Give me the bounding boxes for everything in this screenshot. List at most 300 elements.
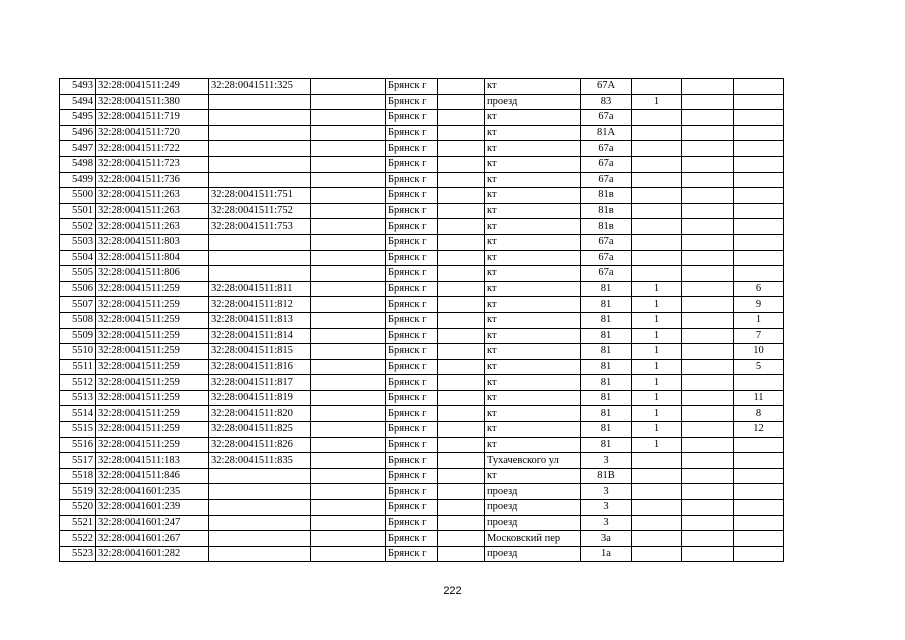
- cadastral-number-cell: 32:28:0041511:259: [96, 422, 209, 438]
- empty-cell: [438, 156, 485, 172]
- street-cell: кт: [485, 141, 581, 157]
- empty-cell: [682, 234, 734, 250]
- empty-cell: [438, 172, 485, 188]
- empty-cell: [438, 375, 485, 391]
- table-row: [60, 79, 784, 95]
- empty-cell: [438, 188, 485, 204]
- building-cell: [632, 500, 682, 516]
- building-cell: [632, 156, 682, 172]
- empty-cell: [438, 422, 485, 438]
- row-number-cell: 5514: [60, 406, 96, 422]
- house-number-cell: 83: [581, 94, 632, 110]
- empty-cell: [682, 266, 734, 282]
- building-cell: 1: [632, 359, 682, 375]
- house-number-cell: 81: [581, 390, 632, 406]
- row-number-cell: 5500: [60, 188, 96, 204]
- house-number-cell: 67а: [581, 234, 632, 250]
- apartment-cell: [734, 531, 784, 547]
- empty-cell: [438, 359, 485, 375]
- row-number-cell: 5522: [60, 531, 96, 547]
- related-cadastral-number-cell: 32:28:0041511:825: [209, 422, 311, 438]
- cadastral-number-cell: 32:28:0041511:263: [96, 188, 209, 204]
- empty-cell: [438, 328, 485, 344]
- city-cell: Брянск г: [386, 156, 438, 172]
- related-cadastral-number-cell: 32:28:0041511:817: [209, 375, 311, 391]
- table-row: [60, 250, 784, 266]
- building-cell: 1: [632, 312, 682, 328]
- street-cell: кт: [485, 156, 581, 172]
- empty-cell: [682, 515, 734, 531]
- related-cadastral-number-cell: 32:28:0041511:814: [209, 328, 311, 344]
- empty-cell: [438, 390, 485, 406]
- city-cell: Брянск г: [386, 422, 438, 438]
- apartment-cell: [734, 141, 784, 157]
- empty-cell: [311, 453, 386, 469]
- city-cell: Брянск г: [386, 266, 438, 282]
- cadastral-number-cell: 32:28:0041511:736: [96, 172, 209, 188]
- empty-cell: [438, 203, 485, 219]
- cadastral-number-cell: 32:28:0041511:722: [96, 141, 209, 157]
- house-number-cell: 81: [581, 437, 632, 453]
- cadastral-number-cell: 32:28:0041511:263: [96, 203, 209, 219]
- empty-cell: [311, 234, 386, 250]
- property-register-table: [59, 78, 784, 562]
- street-cell: кт: [485, 406, 581, 422]
- house-number-cell: 81в: [581, 219, 632, 235]
- cadastral-number-cell: 32:28:0041511:259: [96, 359, 209, 375]
- empty-cell: [311, 110, 386, 126]
- empty-cell: [682, 297, 734, 313]
- city-cell: Брянск г: [386, 125, 438, 141]
- empty-cell: [438, 125, 485, 141]
- table-row: [60, 359, 784, 375]
- apartment-cell: [734, 250, 784, 266]
- empty-cell: [311, 125, 386, 141]
- house-number-cell: 3: [581, 515, 632, 531]
- table-row: [60, 453, 784, 469]
- building-cell: [632, 172, 682, 188]
- empty-cell: [682, 94, 734, 110]
- related-cadastral-number-cell: [209, 94, 311, 110]
- related-cadastral-number-cell: 32:28:0041511:751: [209, 188, 311, 204]
- building-cell: [632, 188, 682, 204]
- house-number-cell: 81в: [581, 188, 632, 204]
- empty-cell: [311, 359, 386, 375]
- related-cadastral-number-cell: [209, 515, 311, 531]
- empty-cell: [311, 546, 386, 562]
- empty-cell: [311, 203, 386, 219]
- row-number-cell: 5501: [60, 203, 96, 219]
- apartment-cell: 6: [734, 281, 784, 297]
- city-cell: Брянск г: [386, 515, 438, 531]
- city-cell: Брянск г: [386, 297, 438, 313]
- table-row: [60, 406, 784, 422]
- empty-cell: [311, 281, 386, 297]
- apartment-cell: 11: [734, 390, 784, 406]
- apartment-cell: [734, 110, 784, 126]
- house-number-cell: 81А: [581, 125, 632, 141]
- empty-cell: [311, 406, 386, 422]
- building-cell: 1: [632, 281, 682, 297]
- apartment-cell: [734, 125, 784, 141]
- empty-cell: [438, 312, 485, 328]
- empty-cell: [682, 219, 734, 235]
- street-cell: проезд: [485, 500, 581, 516]
- table-row: [60, 141, 784, 157]
- apartment-cell: [734, 172, 784, 188]
- empty-cell: [438, 500, 485, 516]
- empty-cell: [311, 375, 386, 391]
- empty-cell: [682, 484, 734, 500]
- street-cell: кт: [485, 172, 581, 188]
- empty-cell: [438, 546, 485, 562]
- related-cadastral-number-cell: [209, 484, 311, 500]
- cadastral-number-cell: 32:28:0041511:263: [96, 219, 209, 235]
- street-cell: Тухачевского ул: [485, 453, 581, 469]
- table-row: [60, 500, 784, 516]
- city-cell: Брянск г: [386, 531, 438, 547]
- house-number-cell: 67а: [581, 110, 632, 126]
- street-cell: кт: [485, 468, 581, 484]
- related-cadastral-number-cell: [209, 156, 311, 172]
- empty-cell: [682, 79, 734, 95]
- cadastral-number-cell: 32:28:0041511:259: [96, 375, 209, 391]
- row-number-cell: 5511: [60, 359, 96, 375]
- empty-cell: [438, 79, 485, 95]
- empty-cell: [311, 79, 386, 95]
- row-number-cell: 5513: [60, 390, 96, 406]
- empty-cell: [311, 297, 386, 313]
- table-row: [60, 375, 784, 391]
- house-number-cell: 81: [581, 359, 632, 375]
- cadastral-number-cell: 32:28:0041601:239: [96, 500, 209, 516]
- house-number-cell: 81: [581, 312, 632, 328]
- empty-cell: [438, 94, 485, 110]
- table-body: [60, 79, 784, 562]
- row-number-cell: 5495: [60, 110, 96, 126]
- city-cell: Брянск г: [386, 312, 438, 328]
- table-row: [60, 546, 784, 562]
- street-cell: кт: [485, 359, 581, 375]
- cadastral-number-cell: 32:28:0041511:259: [96, 344, 209, 360]
- building-cell: [632, 110, 682, 126]
- related-cadastral-number-cell: [209, 266, 311, 282]
- row-number-cell: 5504: [60, 250, 96, 266]
- row-number-cell: 5494: [60, 94, 96, 110]
- apartment-cell: 1: [734, 312, 784, 328]
- empty-cell: [682, 390, 734, 406]
- cadastral-number-cell: 32:28:0041511:259: [96, 281, 209, 297]
- row-number-cell: 5505: [60, 266, 96, 282]
- empty-cell: [311, 219, 386, 235]
- house-number-cell: 3а: [581, 531, 632, 547]
- table-row: [60, 281, 784, 297]
- street-cell: кт: [485, 437, 581, 453]
- row-number-cell: 5497: [60, 141, 96, 157]
- cadastral-number-cell: 32:28:0041511:259: [96, 390, 209, 406]
- street-cell: кт: [485, 328, 581, 344]
- house-number-cell: 3: [581, 484, 632, 500]
- building-cell: 1: [632, 422, 682, 438]
- building-cell: 1: [632, 94, 682, 110]
- house-number-cell: 67а: [581, 172, 632, 188]
- related-cadastral-number-cell: [209, 250, 311, 266]
- house-number-cell: 81: [581, 406, 632, 422]
- table-row: [60, 390, 784, 406]
- house-number-cell: 3: [581, 453, 632, 469]
- cadastral-number-cell: 32:28:0041511:846: [96, 468, 209, 484]
- table-row: [60, 437, 784, 453]
- table-row: [60, 172, 784, 188]
- empty-cell: [311, 515, 386, 531]
- row-number-cell: 5512: [60, 375, 96, 391]
- empty-cell: [682, 203, 734, 219]
- apartment-cell: 7: [734, 328, 784, 344]
- empty-cell: [311, 94, 386, 110]
- empty-cell: [682, 437, 734, 453]
- cadastral-number-cell: 32:28:0041511:719: [96, 110, 209, 126]
- row-number-cell: 5493: [60, 79, 96, 95]
- street-cell: кт: [485, 79, 581, 95]
- street-cell: проезд: [485, 484, 581, 500]
- empty-cell: [438, 515, 485, 531]
- empty-cell: [438, 281, 485, 297]
- empty-cell: [438, 266, 485, 282]
- building-cell: 1: [632, 390, 682, 406]
- street-cell: кт: [485, 422, 581, 438]
- empty-cell: [682, 468, 734, 484]
- city-cell: Брянск г: [386, 172, 438, 188]
- row-number-cell: 5509: [60, 328, 96, 344]
- related-cadastral-number-cell: 32:28:0041511:820: [209, 406, 311, 422]
- empty-cell: [311, 390, 386, 406]
- row-number-cell: 5496: [60, 125, 96, 141]
- street-cell: проезд: [485, 546, 581, 562]
- city-cell: Брянск г: [386, 141, 438, 157]
- apartment-cell: 8: [734, 406, 784, 422]
- apartment-cell: 12: [734, 422, 784, 438]
- table-row: [60, 312, 784, 328]
- city-cell: Брянск г: [386, 468, 438, 484]
- building-cell: [632, 219, 682, 235]
- house-number-cell: 67а: [581, 141, 632, 157]
- apartment-cell: [734, 219, 784, 235]
- empty-cell: [682, 156, 734, 172]
- city-cell: Брянск г: [386, 437, 438, 453]
- table-row: [60, 531, 784, 547]
- city-cell: Брянск г: [386, 281, 438, 297]
- empty-cell: [682, 281, 734, 297]
- empty-cell: [438, 484, 485, 500]
- row-number-cell: 5510: [60, 344, 96, 360]
- empty-cell: [682, 125, 734, 141]
- empty-cell: [438, 297, 485, 313]
- city-cell: Брянск г: [386, 453, 438, 469]
- house-number-cell: 67а: [581, 250, 632, 266]
- related-cadastral-number-cell: [209, 531, 311, 547]
- house-number-cell: 81: [581, 422, 632, 438]
- apartment-cell: [734, 375, 784, 391]
- empty-cell: [682, 375, 734, 391]
- city-cell: Брянск г: [386, 328, 438, 344]
- street-cell: кт: [485, 344, 581, 360]
- related-cadastral-number-cell: [209, 234, 311, 250]
- table-row: [60, 422, 784, 438]
- house-number-cell: 81в: [581, 203, 632, 219]
- empty-cell: [311, 437, 386, 453]
- street-cell: кт: [485, 250, 581, 266]
- street-cell: кт: [485, 297, 581, 313]
- house-number-cell: 67А: [581, 79, 632, 95]
- cadastral-number-cell: 32:28:0041511:723: [96, 156, 209, 172]
- row-number-cell: 5520: [60, 500, 96, 516]
- related-cadastral-number-cell: [209, 110, 311, 126]
- row-number-cell: 5508: [60, 312, 96, 328]
- building-cell: [632, 546, 682, 562]
- empty-cell: [311, 266, 386, 282]
- street-cell: кт: [485, 375, 581, 391]
- cadastral-number-cell: 32:28:0041511:259: [96, 297, 209, 313]
- apartment-cell: [734, 79, 784, 95]
- building-cell: [632, 203, 682, 219]
- related-cadastral-number-cell: 32:28:0041511:826: [209, 437, 311, 453]
- empty-cell: [311, 468, 386, 484]
- apartment-cell: [734, 234, 784, 250]
- empty-cell: [438, 250, 485, 266]
- street-cell: кт: [485, 234, 581, 250]
- street-cell: Московский пер: [485, 531, 581, 547]
- city-cell: Брянск г: [386, 94, 438, 110]
- related-cadastral-number-cell: 32:28:0041511:753: [209, 219, 311, 235]
- city-cell: Брянск г: [386, 406, 438, 422]
- city-cell: Брянск г: [386, 250, 438, 266]
- city-cell: Брянск г: [386, 546, 438, 562]
- empty-cell: [438, 141, 485, 157]
- empty-cell: [438, 344, 485, 360]
- related-cadastral-number-cell: [209, 500, 311, 516]
- cadastral-number-cell: 32:28:0041511:380: [96, 94, 209, 110]
- cadastral-number-cell: 32:28:0041511:803: [96, 234, 209, 250]
- row-number-cell: 5523: [60, 546, 96, 562]
- related-cadastral-number-cell: 32:28:0041511:812: [209, 297, 311, 313]
- cadastral-number-cell: 32:28:0041511:259: [96, 328, 209, 344]
- empty-cell: [682, 453, 734, 469]
- empty-cell: [438, 406, 485, 422]
- street-cell: кт: [485, 110, 581, 126]
- house-number-cell: 81: [581, 297, 632, 313]
- related-cadastral-number-cell: [209, 468, 311, 484]
- empty-cell: [311, 500, 386, 516]
- apartment-cell: [734, 453, 784, 469]
- table-row: [60, 515, 784, 531]
- cadastral-number-cell: 32:28:0041511:259: [96, 312, 209, 328]
- apartment-cell: [734, 515, 784, 531]
- row-number-cell: 5515: [60, 422, 96, 438]
- empty-cell: [311, 188, 386, 204]
- empty-cell: [438, 531, 485, 547]
- apartment-cell: 10: [734, 344, 784, 360]
- building-cell: 1: [632, 406, 682, 422]
- empty-cell: [438, 234, 485, 250]
- empty-cell: [438, 110, 485, 126]
- house-number-cell: 67а: [581, 266, 632, 282]
- table-row: [60, 203, 784, 219]
- empty-cell: [311, 328, 386, 344]
- empty-cell: [311, 250, 386, 266]
- building-cell: [632, 453, 682, 469]
- table-row: [60, 234, 784, 250]
- related-cadastral-number-cell: 32:28:0041511:752: [209, 203, 311, 219]
- related-cadastral-number-cell: 32:28:0041511:816: [209, 359, 311, 375]
- page-number: 222: [443, 585, 462, 597]
- city-cell: Брянск г: [386, 375, 438, 391]
- apartment-cell: 5: [734, 359, 784, 375]
- empty-cell: [311, 156, 386, 172]
- street-cell: кт: [485, 281, 581, 297]
- building-cell: [632, 250, 682, 266]
- city-cell: Брянск г: [386, 390, 438, 406]
- street-cell: кт: [485, 188, 581, 204]
- cadastral-number-cell: 32:28:0041511:183: [96, 453, 209, 469]
- table-row: [60, 484, 784, 500]
- apartment-cell: [734, 188, 784, 204]
- apartment-cell: [734, 203, 784, 219]
- building-cell: [632, 125, 682, 141]
- table-row: [60, 219, 784, 235]
- building-cell: [632, 515, 682, 531]
- empty-cell: [311, 422, 386, 438]
- building-cell: 1: [632, 437, 682, 453]
- building-cell: 1: [632, 344, 682, 360]
- empty-cell: [682, 328, 734, 344]
- cadastral-number-cell: 32:28:0041511:249: [96, 79, 209, 95]
- house-number-cell: 81: [581, 328, 632, 344]
- street-cell: кт: [485, 312, 581, 328]
- related-cadastral-number-cell: 32:28:0041511:819: [209, 390, 311, 406]
- empty-cell: [311, 141, 386, 157]
- building-cell: [632, 234, 682, 250]
- related-cadastral-number-cell: [209, 172, 311, 188]
- city-cell: Брянск г: [386, 484, 438, 500]
- row-number-cell: 5498: [60, 156, 96, 172]
- building-cell: 1: [632, 297, 682, 313]
- city-cell: Брянск г: [386, 500, 438, 516]
- row-number-cell: 5499: [60, 172, 96, 188]
- related-cadastral-number-cell: [209, 141, 311, 157]
- cadastral-number-cell: 32:28:0041601:247: [96, 515, 209, 531]
- building-cell: [632, 266, 682, 282]
- apartment-cell: [734, 94, 784, 110]
- empty-cell: [682, 250, 734, 266]
- table-row: [60, 156, 784, 172]
- cadastral-number-cell: 32:28:0041511:259: [96, 406, 209, 422]
- apartment-cell: [734, 484, 784, 500]
- empty-cell: [682, 188, 734, 204]
- empty-cell: [311, 531, 386, 547]
- empty-cell: [682, 359, 734, 375]
- empty-cell: [438, 437, 485, 453]
- building-cell: 1: [632, 328, 682, 344]
- row-number-cell: 5516: [60, 437, 96, 453]
- empty-cell: [682, 344, 734, 360]
- related-cadastral-number-cell: 32:28:0041511:813: [209, 312, 311, 328]
- table-row: [60, 344, 784, 360]
- house-number-cell: 81: [581, 344, 632, 360]
- empty-cell: [438, 453, 485, 469]
- cadastral-number-cell: 32:28:0041511:806: [96, 266, 209, 282]
- street-cell: проезд: [485, 515, 581, 531]
- apartment-cell: [734, 546, 784, 562]
